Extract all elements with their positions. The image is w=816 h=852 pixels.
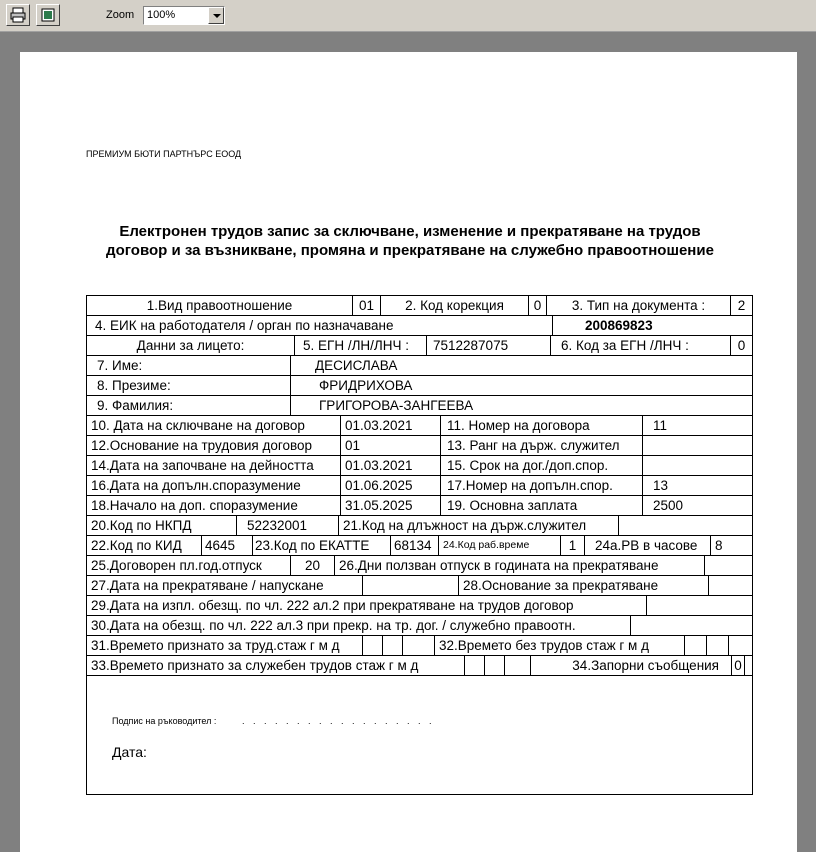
field-label: 14.Дата на започване на дейността: [87, 456, 341, 475]
form-row: [87, 396, 752, 416]
field-label: 24а.РВ в часове: [585, 536, 711, 555]
form-row: [87, 656, 752, 676]
field-label: 15. Срок на дог./доп.спор.: [441, 456, 643, 475]
field-label: 16.Дата на допълн.споразумение: [87, 476, 341, 495]
form-row: [87, 516, 752, 536]
field-value: 13: [653, 478, 669, 493]
field-value: 01.03.2021: [341, 456, 441, 475]
field-value: 1: [561, 536, 585, 555]
field-value: [505, 656, 531, 675]
field-value: [465, 656, 485, 675]
field-label: 10. Дата на сключване на договор: [87, 416, 341, 435]
signature-label: Подпис на ръководител :: [112, 716, 217, 726]
field-label: 4. ЕИК на работодателя / орган по назначаване: [87, 316, 553, 335]
form-row: [87, 576, 752, 596]
field-label: 18.Начало на доп. споразумение: [87, 496, 341, 515]
title-line-2: договор и за възникване, промяна и прекратяване на служебно правоотношение: [106, 242, 714, 259]
title-line-1: Електронен трудов запис за сключване, изменение и прекратяване на трудов: [119, 223, 701, 240]
signature-line: . . . . . . . . . . . . . . . . . .: [242, 716, 435, 726]
form-row: [87, 356, 752, 376]
field-value: [705, 556, 752, 575]
field-label: 13. Ранг на държ. служител: [441, 436, 643, 455]
field-value: 0: [737, 338, 746, 353]
field-label: 7. Име:: [87, 356, 291, 375]
field-label: 3. Тип на документа :: [547, 296, 731, 315]
field-label: 27.Дата на прекратяване / напускане: [87, 576, 363, 595]
field-value: 31.05.2025: [341, 496, 441, 515]
form-row: [87, 416, 752, 436]
field-value: ДЕСИСЛАВА: [315, 358, 398, 373]
field-label: 1.Вид правоотношение: [87, 296, 353, 315]
field-value: [363, 636, 383, 655]
field-label: 24.Код раб.време: [439, 536, 561, 555]
form-row: [87, 476, 752, 496]
date-label: Дата:: [112, 744, 147, 760]
field-value: [643, 436, 752, 455]
field-label: 29.Дата на изпл. обезщ. по чл. 222 ал.2 при прекратяване на трудов договор: [87, 596, 647, 615]
field-value: [709, 576, 752, 595]
field-label: 9. Фамилия:: [87, 396, 291, 415]
viewer-toolbar: [0, 0, 816, 32]
field-label: 19. Основна заплата: [441, 496, 643, 515]
field-value: 68134: [391, 536, 439, 555]
document-viewport[interactable]: [0, 32, 816, 844]
field-label: 31.Времето признато за труд.стаж г м д: [87, 636, 363, 655]
field-label: 23.Код по ЕКАТТЕ: [253, 536, 391, 555]
field-value: 7512287075: [427, 336, 551, 355]
field-value: 01: [353, 296, 381, 315]
zoom-select[interactable]: [143, 6, 225, 25]
field-value: 52232001: [237, 516, 339, 535]
zoom-value: 100%: [147, 9, 176, 21]
field-value: [643, 456, 752, 475]
field-value: [647, 596, 752, 615]
field-value: 2500: [653, 498, 684, 513]
form-row: [87, 436, 752, 456]
form-row: [87, 556, 752, 576]
field-value: 0: [731, 656, 745, 675]
field-value: [363, 576, 459, 595]
field-value: ФРИДРИХОВА: [319, 378, 413, 393]
chevron-down-icon[interactable]: [208, 7, 224, 24]
field-label: 28.Основание за прекратяване: [459, 576, 709, 595]
form-row: [87, 376, 752, 396]
document-page: [20, 52, 797, 852]
form-row: [87, 496, 752, 516]
signature-area: [87, 676, 752, 794]
field-label: 21.Код на длъжност на държ.служител: [339, 516, 619, 535]
field-value: [485, 656, 505, 675]
field-value: [685, 636, 707, 655]
field-label: 26.Дни ползван отпуск в годината на прекратяване: [335, 556, 705, 575]
field-value: 200869823: [585, 318, 653, 333]
field-label: 17.Номер на допълн.спор.: [441, 476, 643, 495]
form-row: [87, 456, 752, 476]
field-value: [403, 636, 435, 655]
field-value: 0: [529, 296, 547, 315]
field-value: ГРИГОРОВА-ЗАНГЕЕВА: [319, 398, 474, 413]
form-row: [87, 596, 752, 616]
zoom-label: Zoom: [106, 9, 135, 21]
field-value: 20: [291, 556, 335, 575]
field-value: [383, 636, 403, 655]
print-button[interactable]: [6, 4, 30, 26]
print-icon: [10, 7, 26, 23]
field-label: 33.Времето признато за служебен трудов стаж г м д: [87, 656, 465, 675]
form-row: [87, 336, 752, 356]
field-label: 30.Дата на обезщ. по чл. 222 ал.3 при прекр. на тр. дог. / служебно правоотн.: [87, 616, 631, 635]
form-row: [87, 616, 752, 636]
form-row: [87, 536, 752, 556]
field-value: [619, 516, 752, 535]
employment-record-form: [86, 295, 753, 795]
document-title: [80, 222, 740, 260]
field-label: Данни за лицето:: [87, 336, 295, 355]
field-label: 12.Основание на трудовия договор: [87, 436, 341, 455]
export-icon: [40, 7, 56, 23]
form-row: [87, 316, 752, 336]
export-button[interactable]: [36, 4, 60, 26]
field-label: 25.Договорен пл.год.отпуск: [87, 556, 291, 575]
company-name: ПРЕМИУМ БЮТИ ПАРТНЪРС ЕООД: [86, 149, 242, 159]
field-label: 11. Номер на договора: [441, 416, 643, 435]
field-label: 6. Код за ЕГН /ЛНЧ :: [551, 336, 731, 355]
field-label: 8. Презиме:: [87, 376, 291, 395]
field-value: 8: [715, 538, 723, 553]
field-value: [729, 636, 752, 655]
field-label: 32.Времето без трудов стаж г м д: [435, 636, 685, 655]
form-row: [87, 296, 752, 316]
field-label: 5. ЕГН /ЛН/ЛНЧ :: [295, 336, 427, 355]
field-value: [631, 616, 752, 635]
field-label: 20.Код по НКПД: [87, 516, 237, 535]
field-value: 4645: [202, 536, 253, 555]
form-row: [87, 636, 752, 656]
field-value: 01.06.2025: [341, 476, 441, 495]
field-label: 22.Код по КИД: [87, 536, 202, 555]
field-value: 11: [653, 418, 668, 433]
field-label: 2. Код корекция: [381, 296, 529, 315]
field-value: 2: [737, 298, 746, 313]
field-value: [707, 636, 729, 655]
field-label: 34.Запорни съобщения: [572, 658, 719, 673]
field-value: 01.03.2021: [341, 416, 441, 435]
field-value: 01: [341, 436, 441, 455]
